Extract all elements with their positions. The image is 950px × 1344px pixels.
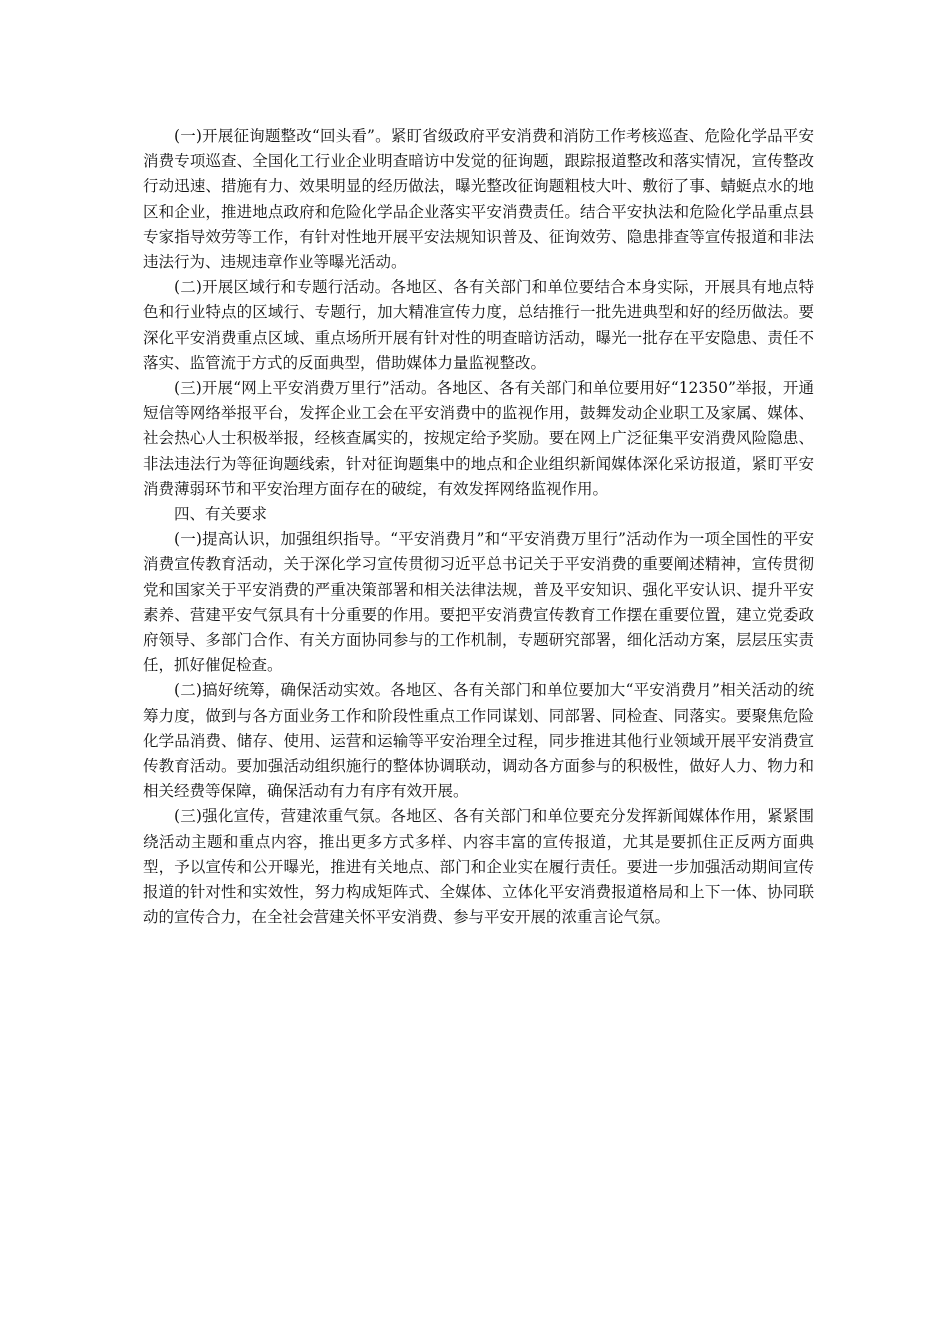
section-heading: 四、有关要求 xyxy=(174,505,268,524)
document-body xyxy=(143,124,814,931)
paragraph-2: (二)开展区域行和专题行活动。各地区、各有关部门和单位要结合本身实际，开展具有地点特色和行业特点的区域行、专题行，加大精准宣传力度，总结推行一批先进典型和好的经历做法。要深化平安消费重点区域、重点场所开展有针对性的明查暗访活动，曝光一批存在平安隐患、责任不落实、监管流于方式的反面典型，借助媒体力量监视整改。 xyxy=(143,278,814,372)
paragraph-3: (三)开展“网上平安消费万里行”活动。各地区、各有关部门和单位要用好“12350”举报，开通短信等网络举报平台，发挥企业工会在平安消费中的监视作用，鼓舞发动企业职工及家属、媒体、社会热心人士积极举报，经核查属实的，按规定给予奖励。要在网上广泛征集平安消费风险隐患、非法违法行为等征询题线索，针对征询题集中的地点和企业组织新闻媒体深化采访报道，紧盯平安消费薄弱环节和平安治理方面存在的破绽，有效发挥网络监视作用。 xyxy=(143,379,814,498)
paragraph-4: (一)提高认识，加强组织指导。“平安消费月”和“平安消费万里行”活动作为一项全国性的平安消费宣传教育活动，关于深化学习宣传贯彻习近平总书记关于平安消费的重要阐述精神，宣传贯彻党和国家关于平安消费的严重决策部署和相关法律法规，普及平安知识、强化平安认识、提升平安素养、营建平安气氛具有十分重要的作用。要把平安消费宣传教育工作摆在重要位置，建立党委政府领导、多部门合作、有关方面协同参与的工作机制，专题研究部署，细化活动方案，层层压实责任，抓好催促检查。 xyxy=(143,530,814,675)
paragraph-1: (一)开展征询题整改“回头看”。紧盯省级政府平安消费和消防工作考核巡查、危险化学品平安消费专项巡查、全国化工行业企业明查暗访中发觉的征询题，跟踪报道整改和落实情况，宣传整改行动迅速、措施有力、效果明显的经历做法，曝光整改征询题粗枝大叶、敷衍了事、蜻蜓点水的地区和企业，推进地点政府和危险化学品企业落实平安消费责任。结合平安执法和危险化学品重点县专家指导效劳等工作，有针对性地开展平安法规知识普及、征询效劳、隐患排查等宣传报道和非法违法行为、违规违章作业等曝光活动。 xyxy=(143,127,814,272)
paragraph-5: (二)搞好统筹，确保活动实效。各地区、各有关部门和单位要加大“平安消费月”相关活动的统筹力度，做到与各方面业务工作和阶段性重点工作同谋划、同部署、同检查、同落实。要聚焦危险化学品消费、储存、使用、运营和运输等平安治理全过程，同步推进其他行业领域开展平安消费宣传教育活动。要加强活动组织施行的整体协调联动，调动各方面参与的积极性，做好人力、物力和相关经费等保障，确保活动有力有序有效开展。 xyxy=(143,681,814,801)
paragraph-6: (三)强化宣传，营建浓重气氛。各地区、各有关部门和单位要充分发挥新闻媒体作用，紧紧围绕活动主题和重点内容，推出更多方式多样、内容丰富的宣传报道，尤其是要抓住正反两方面典型，予以宣传和公开曝光，推进有关地点、部门和企业实在履行责任。要进一步加强活动期间宣传报道的针对性和实效性，努力构成矩阵式、全媒体、立体化平安消费报道格局和上下一体、协同联动的宣传合力，在全社会营建关怀平安消费、参与平安开展的浓重言论气氛。 xyxy=(143,807,814,927)
